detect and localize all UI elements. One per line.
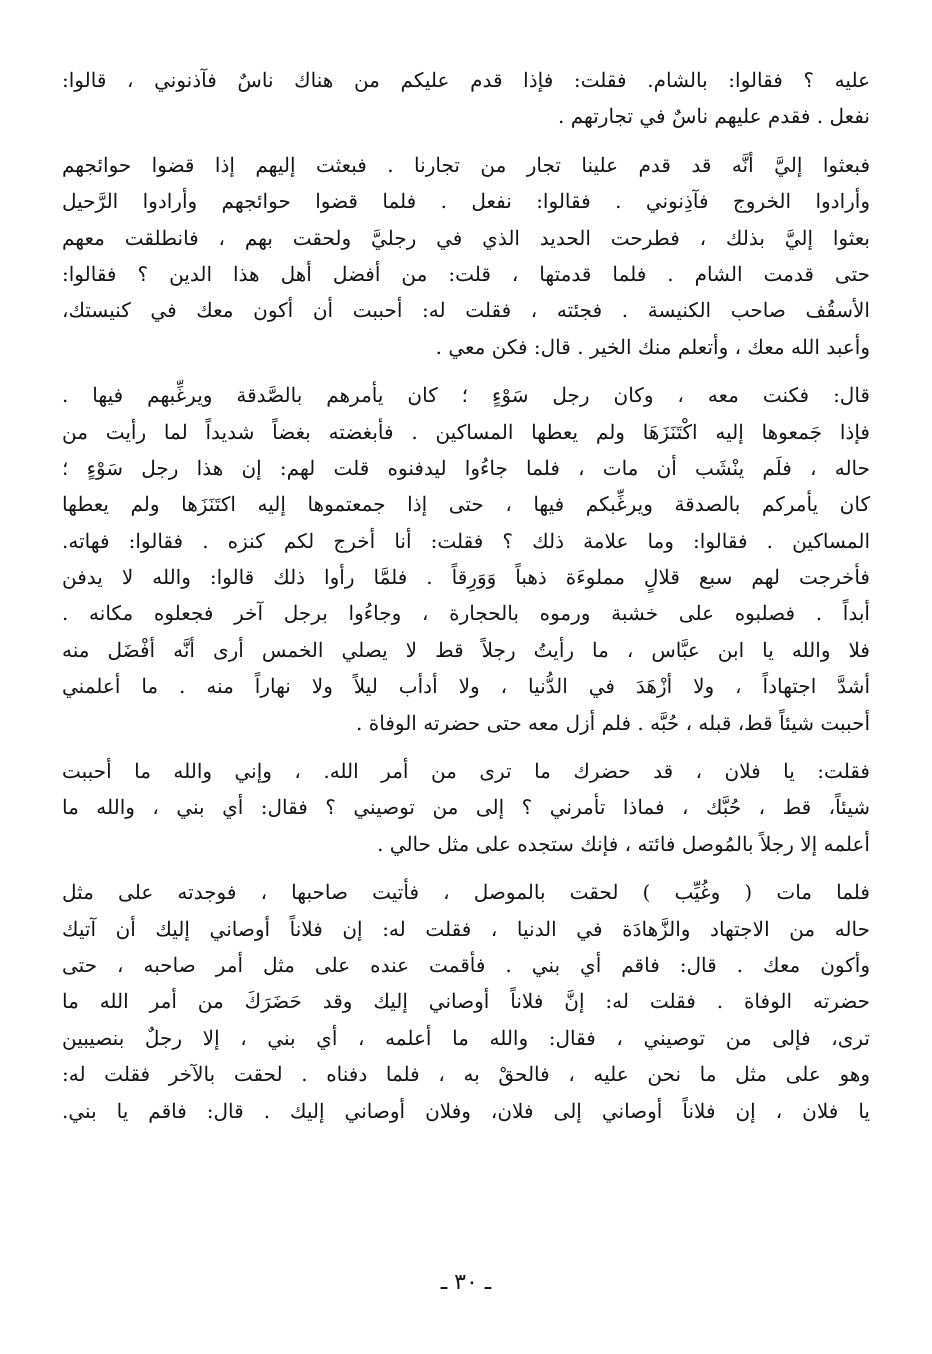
text-line: عليه ؟ فقالوا: بالشام. فقلت: فإذا قدم عليكم من هناك ناسٌ فآذنوني ، قالوا:	[62, 68, 870, 92]
text-line: وهو على مثل ما نحن عليه ، فالحقْ به ، فلما دفناه . لحقت بالآخر فقلت له:	[62, 1062, 870, 1087]
text-line: بعثوا إليَّ بذلك ، فطرحت الحديد الذي في رجليَّ ولحقت بهم ، فانطلقت معهم	[62, 225, 870, 250]
text-line: كان يأمركم بالصدقة ويرغِّبكم فيها ، حتى إذا جمعتموها إليه اكتَنَزَها ولم يعطها	[62, 492, 870, 517]
page-number: ـ ٣٠ ـ	[440, 1270, 492, 1295]
text-line: أشدَّ اجتهاداً ، ولا أزْهَدَ في الدُّنيا ، ولا أدأب ليلاً ولا نهاراً منه . ما أعلمني	[62, 674, 870, 699]
text-line: حاله من الاجتهاد والزَّهادَة في الدنيا ، فقلت له: إن فلاناً أوصاني إليك أن آتيك	[62, 916, 870, 941]
text-line: حاله ، فلَم ينْشَب أن مات ، فلما جاءُوا ليدفنوه قلت لهم: إن هذا رجل سَوْءٍ ؛	[62, 455, 870, 480]
text-line: ترى، فإلى من توصيني ، فقال: والله ما أعلمه ، أي بني ، إلا رجلٌ بنصيبين	[62, 1025, 870, 1050]
text-line: وأكون معك . قال: فاقم أي بني . فأقمت عنده على مثل أمر صاحبه ، حتى	[62, 952, 870, 977]
text-line: شيئاً، قط ، حُبَّك ، فماذا تأمرني ؟ إلى من توصيني ؟ فقال: أي بني ، والله ما	[62, 795, 870, 820]
text-line: نفعل . فقدم عليهم ناسٌ في تجارتهم .	[557, 104, 870, 129]
paragraph-5	[62, 874, 870, 1129]
paragraph-1	[62, 62, 870, 135]
text-line: المساكين . فقالوا: وما علامة ذلك ؟ فقلت: أنا أخرج لكم كنزه . فقالوا: فهاته.	[62, 528, 870, 553]
text-line: يا فلان ، إن فلاناً أوصاني إلى فلان، وفلان أوصاني إليك . قال: فاقم يا بني.	[62, 1098, 870, 1123]
text-line: فإذا جَمعوها إليه اكْتَنَزَهَا ولم يعطها المساكين . فأبغضته بغضاً شديداً لما رأيت من	[62, 419, 870, 444]
paragraph-2	[62, 147, 870, 365]
text-line: فقلت: يا فلان ، قد حضرك ما ترى من أمر الله. ، وإني والله ما أحببت	[62, 759, 870, 784]
document-page	[62, 62, 870, 1342]
paragraph-4	[62, 753, 870, 862]
text-line: فلما مات ( وغُيِّب ) لحقت بالموصل ، فأتيت صاحبها ، فوجدته على مثل	[62, 880, 870, 905]
text-line: حضرته الوفاة . فقلت له: إنَّ فلاناً أوصاني إليك وقد حَضَرَكَ من أمر الله ما	[62, 989, 870, 1014]
text-line: أحببت شيئاً قط، قبله ، حُبَّه . فلم أزل معه حتى حضرته الوفاة .	[356, 710, 870, 735]
text-line: أبداً . فصلبوه على خشبة ورموه بالحجارة ، وجاءُوا برجل آخر فجعلوه مكانه .	[62, 601, 870, 626]
text-line: وأعبد الله معك ، وأتعلم منك الخير . قال: فكن معي .	[435, 334, 870, 359]
paragraph-3	[62, 377, 870, 741]
text-line: فبعثوا إليَّ أنَّه قد قدم علينا تجار من تجارنا . فبعثت إليهم إذا قضوا حوائجهم	[62, 152, 870, 177]
text-line: قال: فكنت معه ، وكان رجل سَوْءٍ ؛ كان يأمرهم بالصَّدقة ويرغِّبهم فيها .	[62, 383, 870, 408]
text-line: فلا والله يا ابن عبَّاس ، ما رأيتُ رجلاً قط لا يصلي الخمس أرى أنَّه أفْضَل منه	[62, 637, 870, 662]
text-line: فأخرجت لهم سبع قلالٍ مملوءَة ذهباً وَوَرِقاً . فلمَّا رأوا ذلك قالوا: والله لا يدفن	[62, 565, 870, 590]
text-line: وأرادوا الخروج فآذِنوني . فقالوا: نفعل . فلما قضوا حوائجهم وأرادوا الرَّحيل	[62, 189, 870, 214]
text-line: أعلمه إلا رجلاً بالمُوصل فائته ، فإنك ستجده على مثل حالي .	[377, 831, 870, 856]
text-line: حتى قدمت الشام . فلما قدمتها ، قلت: من أفضل أهل هذا الدين ؟ فقالوا:	[62, 261, 870, 286]
text-line: الأسقُف صاحب الكنيسة . فجئته ، فقلت له: أحببت أن أكون معك في كنيستك،	[62, 298, 870, 323]
